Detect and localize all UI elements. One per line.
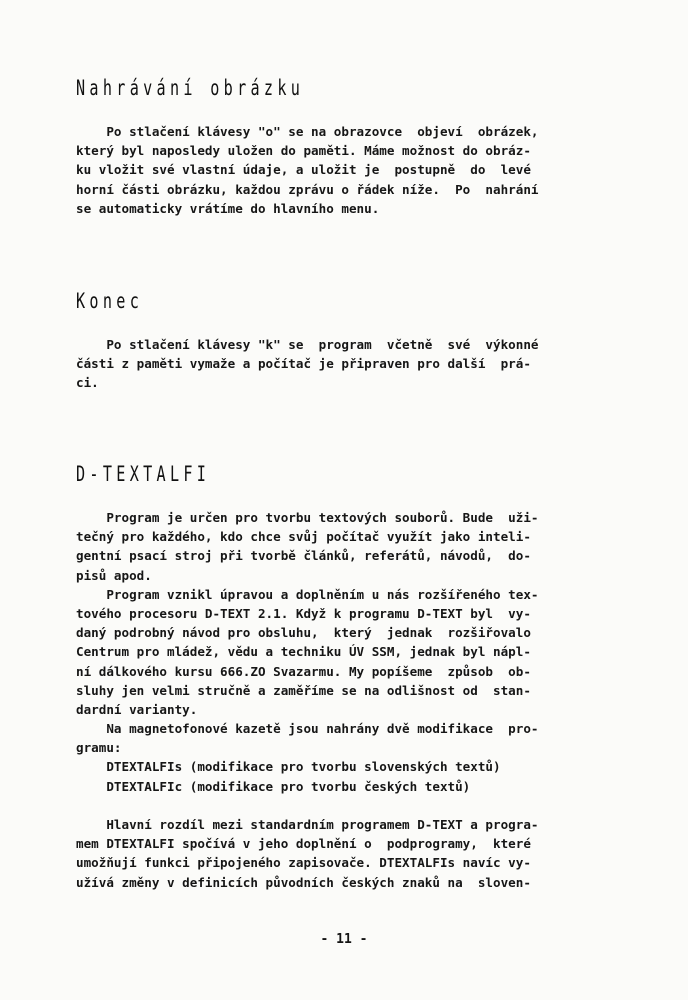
text-line: Program vznikl úpravou a doplněním u nás rozšířeného tex- xyxy=(76,586,539,602)
text-line: tečný pro každého, kdo chce svůj počítač využít jako inteli- xyxy=(76,529,531,545)
section-heading-konec: Konec xyxy=(76,289,144,313)
section-body-nahravani-obrazku xyxy=(76,122,622,218)
text-line: gramu: xyxy=(76,740,122,756)
text-line: užívá změny v definicích původních českých znaků na sloven- xyxy=(76,874,531,890)
text-line xyxy=(76,796,622,815)
text-line: ní dálkového kursu 666.ZO Svazarmu. My popíšeme způsob ob- xyxy=(76,663,531,679)
text-line: dardní varianty. xyxy=(76,701,198,717)
text-line: Po stlačení klávesy "o" se na obrazovce objeví obrázek, xyxy=(76,124,539,139)
text-line: umožňují funkci připojeného zapisovače. DTEXTALFIs navíc vy- xyxy=(76,855,531,871)
text-line: části z paměti vymaže a počítač je připraven pro další prá- xyxy=(76,356,531,372)
section-heading-d-textalfi: D-TEXTALFI xyxy=(76,462,211,486)
text-line: gentní psací stroj při tvorbě článků, referátů, návodů, do- xyxy=(76,548,531,564)
section-body-d-textalfi xyxy=(76,508,622,892)
section-body-konec xyxy=(76,335,622,393)
text-line: DTEXTALFIs (modifikace pro tvorbu slovenských textů) xyxy=(76,759,501,775)
text-line: se automaticky vrátíme do hlavního menu. xyxy=(76,200,380,216)
text-line: sluhy jen velmi stručně a zaměříme se na odlišnost od stan- xyxy=(76,682,531,698)
text-line: mem DTEXTALFI spočívá v jeho doplnění o podprogramy, které xyxy=(76,836,531,852)
text-line: DTEXTALFIc (modifikace pro tvorbu českých textů) xyxy=(76,778,471,794)
page-number: - 11 - xyxy=(320,932,368,947)
section-heading-nahravani-obrazku: Nahrávání obrázku xyxy=(76,76,305,100)
text-line: daný podrobný návod pro obsluhu, který jednak rozšiřovalo xyxy=(76,625,531,641)
text-line: který byl naposledy uložen do paměti. Máme možnost do obráz- xyxy=(76,143,531,159)
text-line: pisů apod. xyxy=(76,567,152,583)
text-line: Na magnetofonové kazetě jsou nahrány dvě modifikace pro- xyxy=(76,721,539,737)
text-line: Po stlačení klávesy "k" se program včetně své výkonné xyxy=(76,337,539,352)
text-line: Centrum pro mládež, vědu a techniku ÚV SSM, jednak byl nápl- xyxy=(76,644,531,660)
text-line: tového procesoru D-TEXT 2.1. Když k programu D-TEXT byl vy- xyxy=(76,605,531,621)
text-line: Program je určen pro tvorbu textových souborů. Bude uži- xyxy=(76,510,539,525)
text-line: ku vložit své vlastní údaje, a uložit je postupně do levé xyxy=(76,162,531,178)
text-line: ci. xyxy=(76,375,99,391)
text-line: horní části obrázku, každou zprávu o řádek níže. Po nahrání xyxy=(76,181,539,197)
text-line: Hlavní rozdíl mezi standardním programem D-TEXT a progra- xyxy=(76,817,539,832)
